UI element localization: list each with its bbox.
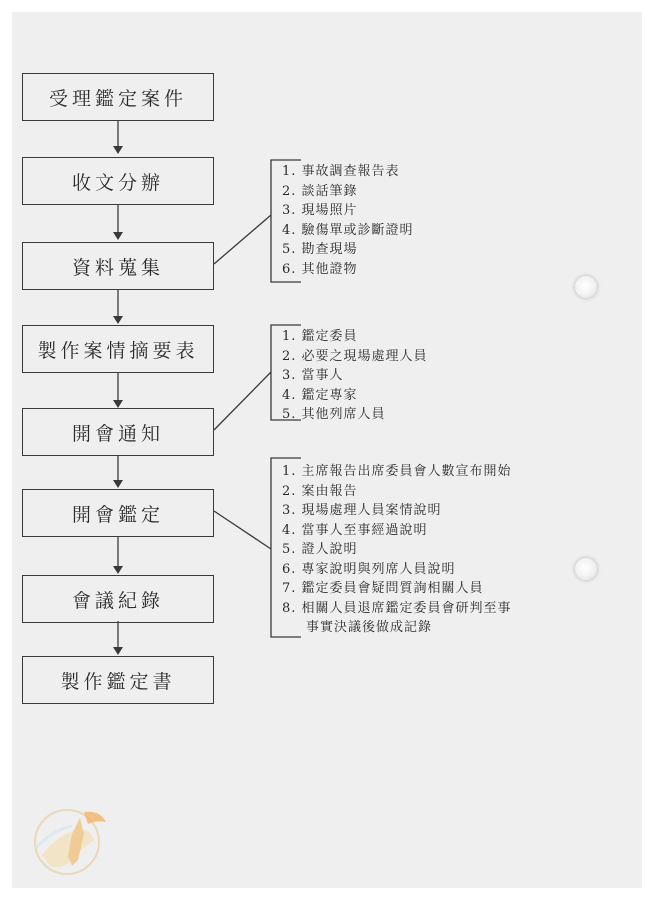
list-item: 3. 當事人	[282, 368, 344, 383]
punch-hole	[575, 276, 597, 298]
connector-data-collection	[214, 215, 271, 264]
connector-meeting-notice	[214, 372, 271, 430]
list-item: 7. 鑑定委員會疑問質詢相關人員	[282, 581, 484, 596]
list-item: 1. 主席報告出席委員會人數宣布開始	[282, 464, 512, 479]
list-item: 5. 證人說明	[282, 542, 358, 557]
list-item: 6. 專家說明與列席人員說明	[282, 561, 456, 577]
list-item: 1. 事故調查報告表	[282, 164, 400, 179]
list-item-continuation: 事實決議後做成記錄	[306, 620, 433, 635]
list-item: 1. 鑑定委員	[282, 329, 358, 344]
flow-step-dispatch: 收文分辦	[22, 157, 214, 205]
list-item: 8. 相關人員退席鑑定委員會研判至事	[282, 600, 512, 616]
meeting-procedure-list	[282, 462, 512, 638]
list-item: 2. 必要之現場處理人員	[282, 348, 428, 364]
list-item: 4. 當事人至事經過說明	[282, 522, 428, 538]
connector-meeting	[214, 511, 271, 549]
flow-step-data-collection: 資料蒐集	[22, 242, 214, 290]
list-item: 2. 談話筆錄	[282, 183, 358, 199]
list-item: 5. 其他列席人員	[282, 407, 386, 422]
list-item: 6. 其他證物	[282, 261, 358, 277]
list-item: 2. 案由報告	[282, 483, 358, 499]
flow-step-report: 製作鑑定書	[22, 656, 214, 704]
flow-step-case-summary: 製作案情摘要表	[22, 325, 214, 373]
list-item: 4. 驗傷單或診斷證明	[282, 222, 414, 238]
meeting-notice-list	[282, 327, 428, 425]
list-item: 3. 現場照片	[282, 203, 358, 218]
flow-step-minutes: 會議紀錄	[22, 575, 214, 623]
list-item: 4. 鑑定專家	[282, 387, 358, 403]
list-item: 3. 現場處理人員案情說明	[282, 503, 442, 518]
flow-step-accept-case: 受理鑑定案件	[22, 73, 214, 121]
list-item: 5. 勘查現場	[282, 242, 358, 257]
flow-step-meeting: 開會鑑定	[22, 489, 214, 537]
punch-hole	[575, 558, 597, 580]
taiwan-map-logo-icon	[22, 800, 122, 880]
data-collection-list	[282, 162, 414, 279]
flow-step-meeting-notice: 開會通知	[22, 408, 214, 456]
